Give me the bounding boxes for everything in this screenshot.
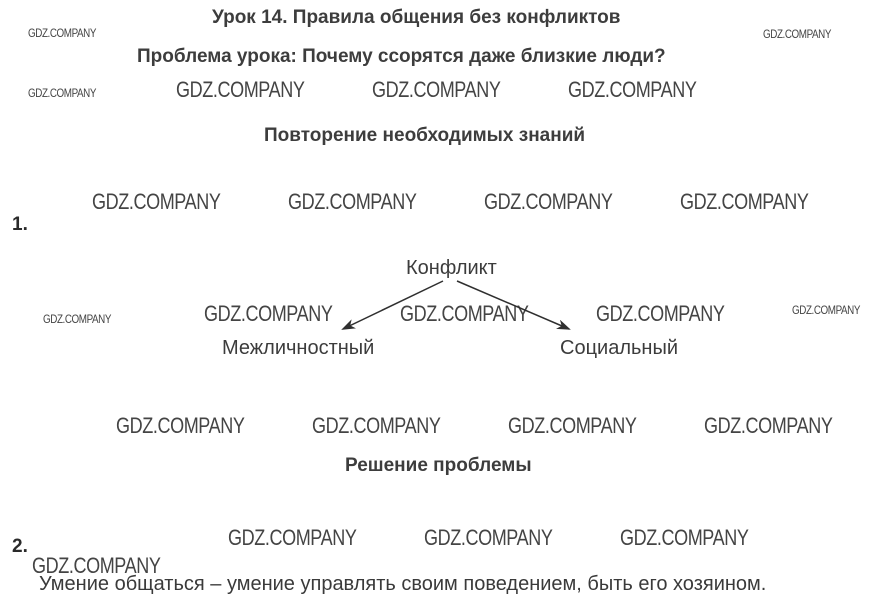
arrow-to-social [457,281,569,329]
watermark: GDZ.COMPANY [596,301,725,326]
watermark: GDZ.COMPANY [28,26,97,40]
watermark: GDZ.COMPANY [32,553,161,578]
watermark: GDZ.COMPANY [228,525,357,550]
watermark: GDZ.COMPANY [620,525,749,550]
watermark: GDZ.COMPANY [424,525,553,550]
diagram-node-interpersonal: Межличностный [222,337,375,359]
watermark: GDZ.COMPANY [484,189,613,214]
watermark: GDZ.COMPANY [204,301,333,326]
watermark: GDZ.COMPANY [92,189,221,214]
arrow-to-interpersonal [343,281,443,329]
solution-answer: Умение общаться – умение управлять своим поведением, быть его хозяином. [39,573,767,595]
watermark: GDZ.COMPANY [43,312,112,326]
watermark: GDZ.COMPANY [400,301,529,326]
watermark: GDZ.COMPANY [116,413,245,438]
diagram-node-social: Социальный [560,337,678,359]
watermark: GDZ.COMPANY [312,413,441,438]
task-number-1: 1. [12,214,28,235]
lesson-problem: Проблема урока: Почему ссорятся даже близкие люди? [137,46,666,67]
watermark: GDZ.COMPANY [680,189,809,214]
watermark: GDZ.COMPANY [568,77,697,102]
watermark: GDZ.COMPANY [508,413,637,438]
watermark: GDZ.COMPANY [176,77,305,102]
watermark: GDZ.COMPANY [792,303,861,317]
watermark: GDZ.COMPANY [28,86,97,100]
watermark: GDZ.COMPANY [288,189,417,214]
review-heading: Повторение необходимых знаний [264,125,586,146]
diagram-root-conflict: Конфликт [406,257,497,279]
lesson-title: Урок 14. Правила общения без конфликтов [212,7,621,28]
task-number-2: 2. [12,536,28,557]
watermark: GDZ.COMPANY [704,413,833,438]
watermark: GDZ.COMPANY [372,77,501,102]
solution-heading: Решение проблемы [345,455,532,476]
watermark: GDZ.COMPANY [763,27,832,41]
